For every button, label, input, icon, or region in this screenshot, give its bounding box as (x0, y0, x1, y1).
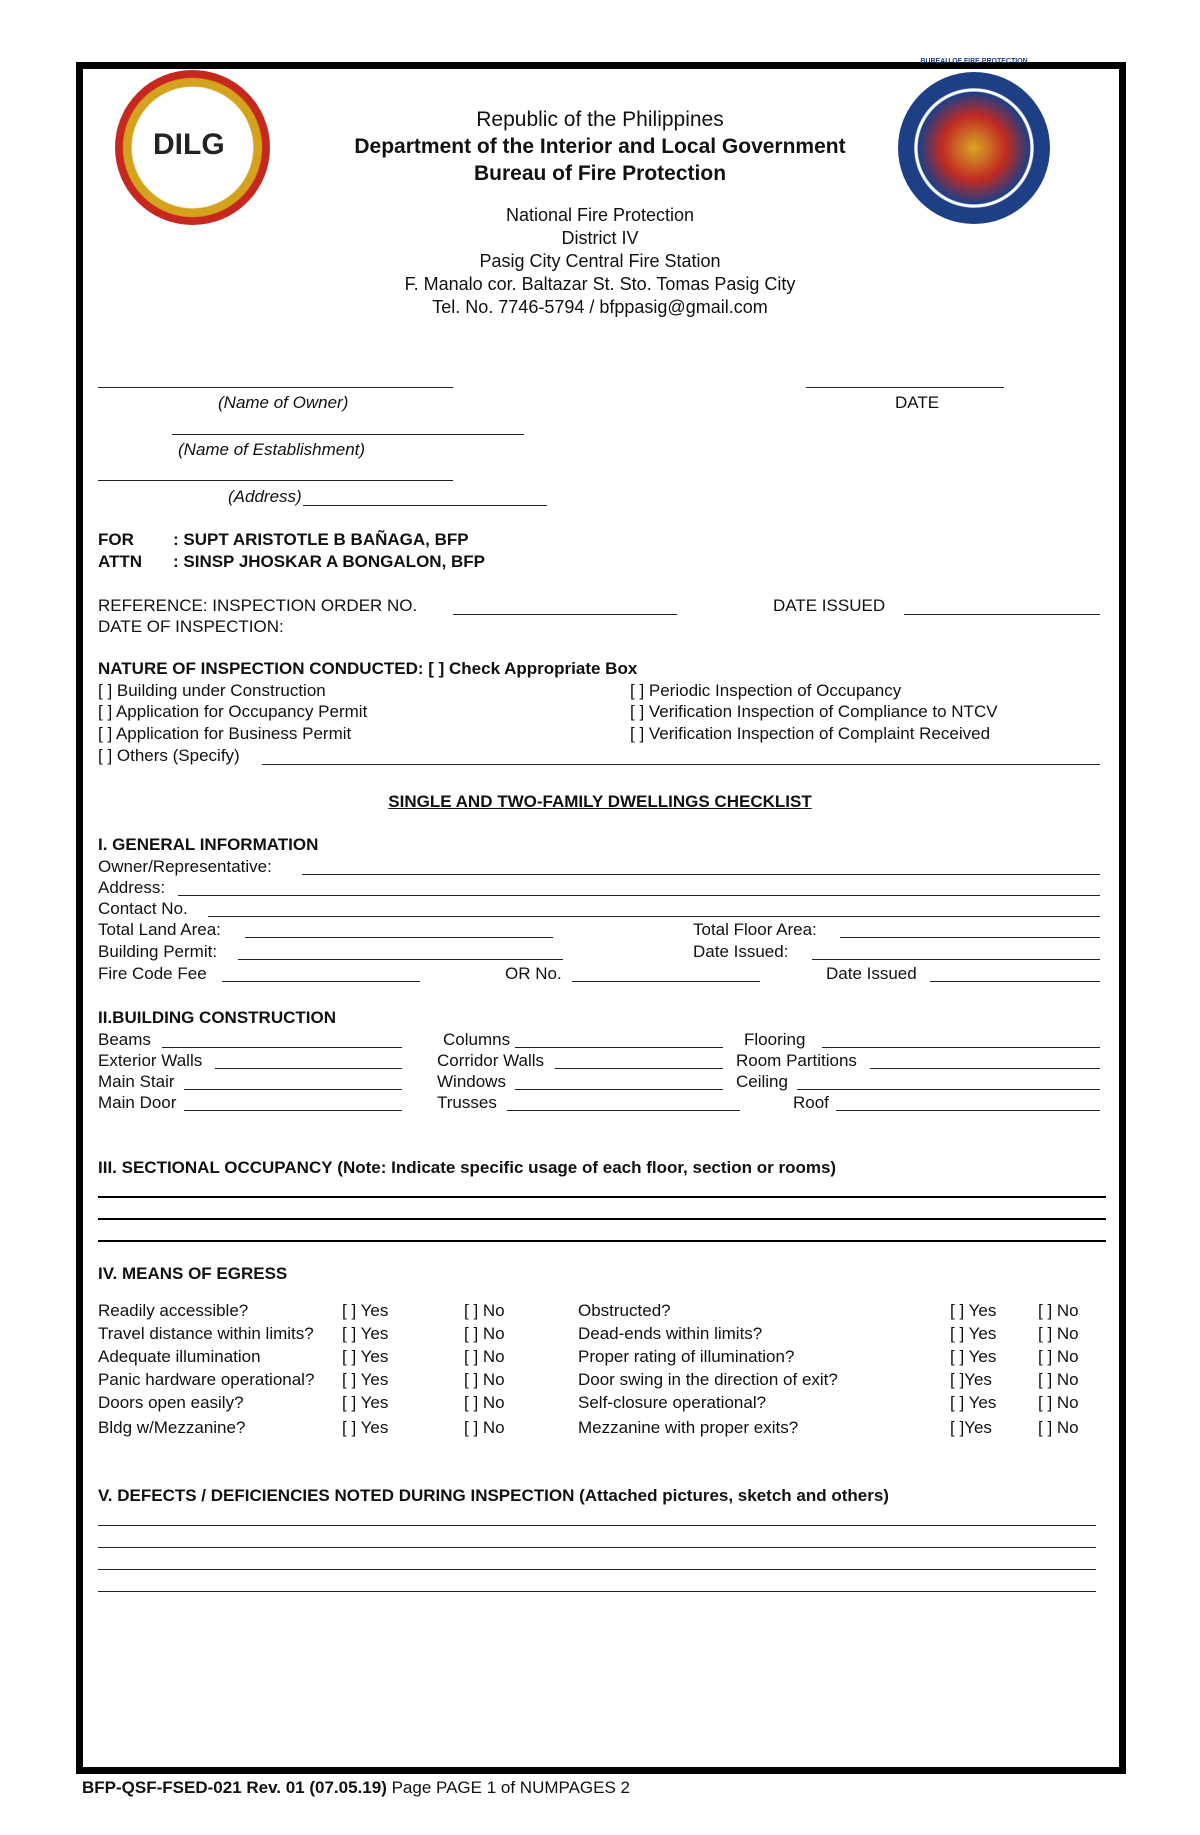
checklist-title: SINGLE AND TWO-FAMILY DWELLINGS CHECKLIST (388, 792, 812, 811)
sectional-line[interactable] (98, 1218, 1106, 1220)
egress-question: Self-closure operational? (578, 1393, 767, 1412)
gi-address-label: Address: (98, 878, 166, 897)
egress-question: Proper rating of illumination? (578, 1347, 795, 1366)
land-area-label: Total Land Area: (98, 920, 221, 939)
egress-question: Mezzanine with proper exits? (578, 1418, 799, 1437)
egress-question: Bldg w/Mezzanine? (98, 1418, 246, 1437)
nature-option[interactable]: [ ] Building under Construction (98, 681, 326, 700)
page-border (76, 62, 1126, 1774)
construction-line[interactable] (870, 1068, 1100, 1069)
construction-item: Main Door (98, 1093, 177, 1112)
date-of-inspection-label: DATE OF INSPECTION: (98, 617, 284, 636)
yes-checkbox[interactable]: [ ] Yes (342, 1418, 389, 1437)
construction-item: Main Stair (98, 1072, 175, 1091)
date-issued-label: DATE ISSUED (773, 596, 886, 615)
national-line: National Fire Protection (505, 205, 695, 225)
footer-code: BFP-QSF-FSED-021 Rev. 01 (07.05.19) (82, 1778, 387, 1797)
egress-question: Doors open easily? (98, 1393, 244, 1412)
yes-checkbox[interactable]: [ ]Yes (950, 1418, 992, 1437)
construction-item: Windows (437, 1072, 506, 1091)
yes-checkbox[interactable]: [ ] Yes (950, 1393, 997, 1412)
egress-question: Readily accessible? (98, 1301, 249, 1320)
sectional-line[interactable] (98, 1240, 1106, 1242)
sectional-heading (98, 1158, 836, 1178)
construction-item: Roof (793, 1093, 829, 1112)
defects-line[interactable] (98, 1569, 1096, 1570)
yes-checkbox[interactable]: [ ] Yes (342, 1370, 389, 1389)
defects-note: (Attached pictures, sketch and others) (579, 1486, 889, 1505)
station-line: Pasig City Central Fire Station (479, 251, 721, 271)
construction-item: Beams (98, 1030, 151, 1049)
no-checkbox[interactable]: [ ] No (464, 1324, 505, 1343)
construction-line[interactable] (515, 1047, 723, 1048)
contact-no-line[interactable] (208, 916, 1100, 917)
defects-heading (98, 1486, 889, 1506)
republic-line: Republic of the Philippines (476, 108, 724, 131)
sectional-line[interactable] (98, 1196, 1106, 1198)
date-issued-label: Date Issued: (693, 942, 789, 961)
yes-checkbox[interactable]: [ ] Yes (950, 1347, 997, 1366)
no-checkbox[interactable]: [ ] No (1038, 1347, 1079, 1366)
reference-label: REFERENCE: INSPECTION ORDER NO. (98, 596, 418, 615)
owner-rep-label: Owner/Representative: (98, 857, 272, 876)
building-permit-line[interactable] (238, 959, 563, 960)
construction-line[interactable] (555, 1068, 723, 1069)
nature-option[interactable]: [ ] Application for Occupancy Permit (98, 702, 368, 721)
no-checkbox[interactable]: [ ] No (1038, 1301, 1079, 1320)
construction-item: Flooring (744, 1030, 806, 1049)
defects-heading-text: V. DEFECTS / DEFICIENCIES NOTED DURING INSPECTION (98, 1486, 575, 1505)
construction-item: Corridor Walls (437, 1051, 545, 1070)
sectional-note: (Note: Indicate specific usage of each floor, section or rooms) (337, 1158, 837, 1177)
nature-heading: NATURE OF INSPECTION CONDUCTED: [ ] Check Appropriate Box (98, 659, 638, 678)
attn-value: : SINSP JHOSKAR A BONGALON, BFP (173, 552, 486, 571)
establishment-line (172, 434, 524, 435)
construction-line[interactable] (836, 1110, 1100, 1111)
egress-question: Adequate illumination (98, 1347, 261, 1366)
nature-option[interactable]: [ ] Verification Inspection of Compliance to NTCV (630, 702, 998, 721)
district-line: District IV (561, 228, 639, 248)
address-bottom-line (303, 505, 547, 506)
date-issued2-label: Date Issued (826, 964, 917, 983)
fire-code-fee-label: Fire Code Fee (98, 964, 207, 983)
construction-item: Columns (443, 1030, 511, 1049)
egress-question: Panic hardware operational? (98, 1370, 315, 1389)
date-issued-line (904, 614, 1100, 615)
construction-line[interactable] (822, 1047, 1100, 1048)
construction-line[interactable] (184, 1089, 402, 1090)
footer (82, 1778, 630, 1798)
gi-address-line[interactable] (178, 895, 1100, 896)
building-permit-label: Building Permit: (98, 942, 218, 961)
or-no-label: OR No. (505, 964, 562, 983)
no-checkbox[interactable]: [ ] No (464, 1301, 505, 1320)
construction-item: Room Partitions (736, 1051, 857, 1070)
nature-option[interactable]: [ ] Periodic Inspection of Occupancy (630, 681, 902, 700)
nature-option[interactable]: [ ] Others (Specify) (98, 746, 240, 765)
nature-option[interactable]: [ ] Application for Business Permit (98, 724, 352, 743)
construction-line[interactable] (162, 1047, 402, 1048)
for-value: : SUPT ARISTOTLE B BAÑAGA, BFP (173, 530, 469, 549)
owner-line (98, 387, 453, 388)
address-line: F. Manalo cor. Baltazar St. Sto. Tomas Pasig City (404, 274, 796, 294)
owner-label: (Name of Owner) (218, 393, 349, 412)
nature-option[interactable]: [ ] Verification Inspection of Complaint Received (630, 724, 991, 743)
egress-question: Obstructed? (578, 1301, 671, 1320)
reference-line (453, 614, 677, 615)
or-no-line[interactable] (572, 981, 760, 982)
address-label: (Address) (228, 487, 302, 506)
yes-checkbox[interactable]: [ ] Yes (342, 1324, 389, 1343)
fire-code-fee-line[interactable] (222, 981, 420, 982)
dilg-logo (115, 70, 270, 225)
no-checkbox[interactable]: [ ] No (1038, 1370, 1079, 1389)
date-line (806, 387, 1004, 388)
construction-heading: II.BUILDING CONSTRUCTION (98, 1008, 336, 1027)
bureau-line: Bureau of Fire Protection (473, 162, 727, 185)
dilg-logo-text: DILG (153, 128, 225, 161)
defects-line[interactable] (98, 1547, 1096, 1548)
defects-line[interactable] (98, 1591, 1096, 1592)
contact-line: Tel. No. 7746-5794 / bfppasig@gmail.com (432, 297, 768, 317)
yes-checkbox[interactable]: [ ] Yes (950, 1324, 997, 1343)
no-checkbox[interactable]: [ ] No (1038, 1324, 1079, 1343)
floor-area-line[interactable] (840, 937, 1100, 938)
contact-no-label: Contact No. (98, 899, 188, 918)
date-issued2-line[interactable] (930, 981, 1100, 982)
construction-line[interactable] (215, 1068, 402, 1069)
others-specify-line[interactable] (262, 764, 1100, 765)
egress-question: Travel distance within limits? (98, 1324, 314, 1343)
no-checkbox[interactable]: [ ] No (464, 1418, 505, 1437)
for-label: FOR (98, 530, 134, 549)
construction-line[interactable] (184, 1110, 402, 1111)
yes-checkbox[interactable]: [ ]Yes (950, 1370, 992, 1389)
construction-item: Exterior Walls (98, 1051, 203, 1070)
egress-heading: IV. MEANS OF EGRESS (98, 1264, 288, 1283)
yes-checkbox[interactable]: [ ] Yes (342, 1347, 389, 1366)
gi-date-issued-line[interactable] (812, 959, 1100, 960)
establishment-label: (Name of Establishment) (178, 440, 366, 459)
floor-area-label: Total Floor Area: (693, 920, 817, 939)
owner-rep-line[interactable] (302, 874, 1100, 875)
yes-checkbox[interactable]: [ ] Yes (950, 1301, 997, 1320)
yes-checkbox[interactable]: [ ] Yes (342, 1393, 389, 1412)
construction-item: Ceiling (736, 1072, 788, 1091)
construction-line[interactable] (515, 1089, 723, 1090)
attn-label: ATTN (98, 552, 143, 571)
construction-line[interactable] (507, 1110, 740, 1111)
date-label: DATE (895, 393, 940, 412)
egress-question: Dead-ends within limits? (578, 1324, 763, 1343)
defects-line[interactable] (98, 1525, 1096, 1526)
address-top-line (98, 480, 453, 481)
footer-page: Page PAGE 1 of NUMPAGES 2 (391, 1778, 631, 1797)
no-checkbox[interactable]: [ ] No (464, 1370, 505, 1389)
no-checkbox[interactable]: [ ] No (1038, 1393, 1079, 1412)
department-line: Department of the Interior and Local Government (354, 135, 846, 158)
no-checkbox[interactable]: [ ] No (1038, 1418, 1079, 1437)
general-heading: I. GENERAL INFORMATION (98, 835, 319, 854)
construction-item: Trusses (437, 1093, 497, 1112)
yes-checkbox[interactable]: [ ] Yes (342, 1301, 389, 1320)
no-checkbox[interactable]: [ ] No (464, 1393, 505, 1412)
land-area-line[interactable] (245, 937, 553, 938)
no-checkbox[interactable]: [ ] No (464, 1347, 505, 1366)
construction-line[interactable] (797, 1089, 1100, 1090)
bfp-seal-text: BUREAU OF FIRE PROTECTION (920, 58, 1028, 65)
egress-question: Door swing in the direction of exit? (578, 1370, 838, 1389)
sectional-heading-text: III. SECTIONAL OCCUPANCY (98, 1158, 333, 1177)
